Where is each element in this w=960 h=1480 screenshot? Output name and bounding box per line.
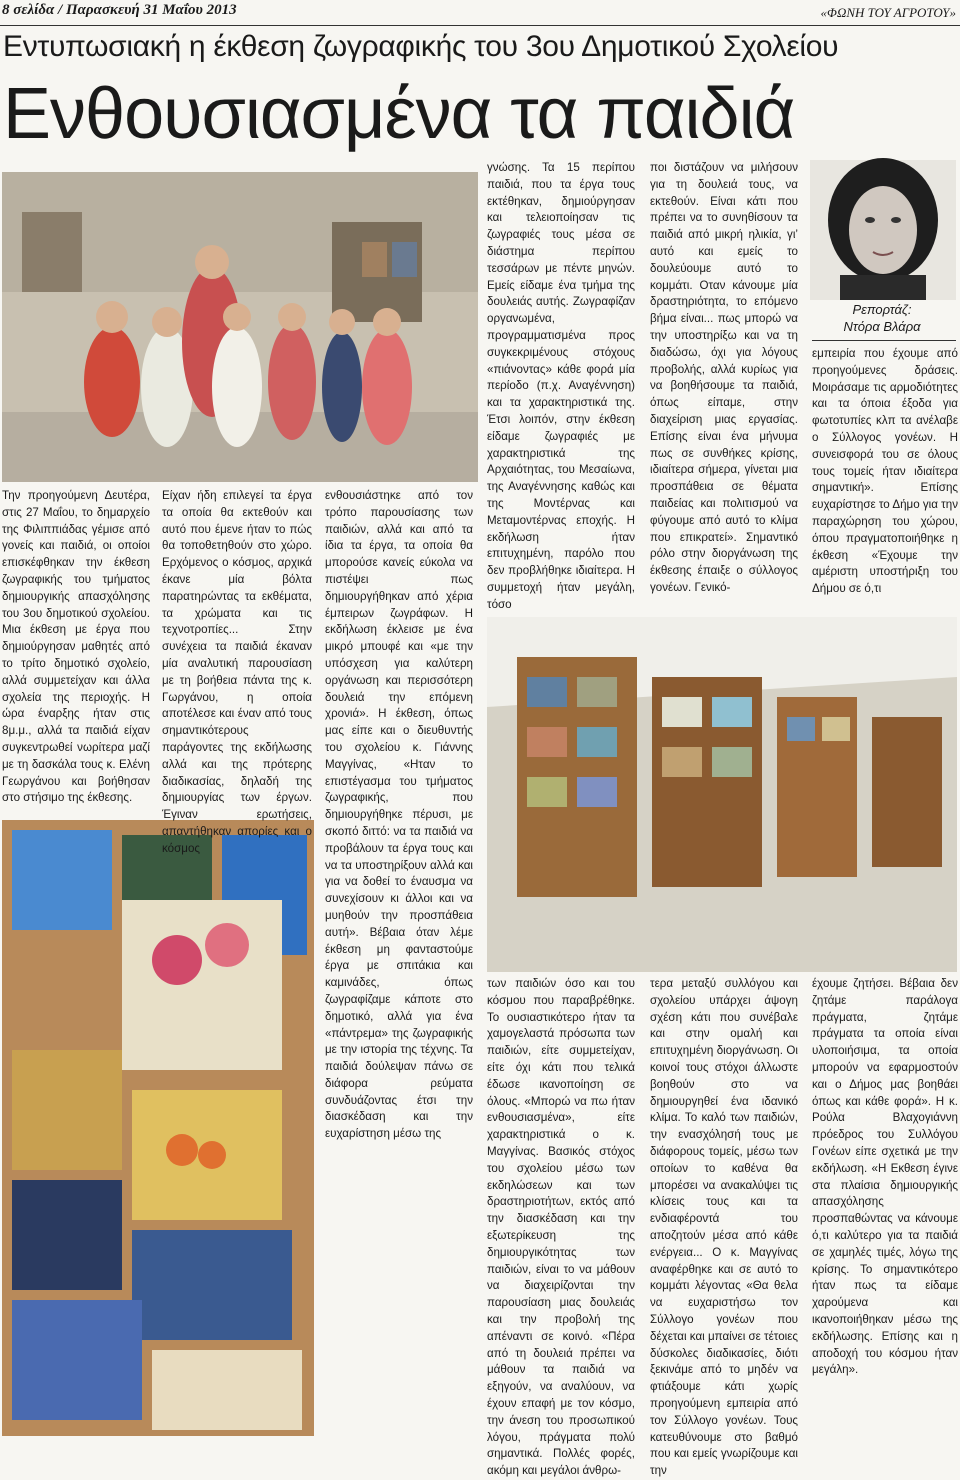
artwork-photo	[2, 820, 314, 1436]
article-column-6-bottom: έχουμε ζητήσει. Βέβαια δεν ζητάμε παράλογα πράγματα, ζητάμε πράγματα τα οποία είναι υλοποιήσιμα, τα οποία μπορούν να εφαρμοστούν και ο Δήμος μας βοηθάει όπως και κάθε φορά». Η κ. Ρούλα Βλαχογιάννη πρόεδρος του Συλλόγου Γονέων είπε σχετικά με την εκδήλωση. «Η Εκθεση έγινε στα πλαίσια δημιουργικής απασχόλησης προσπαθώντας να κάνουμε ό,τι καλύτερο για τα παιδιά σε χαμηλές τιμές, λόγω της κρίσης. Το σημαντικότερο ήταν πως τα είδαμε χαρούμενα και ικανοποιήθηκαν μέσω της εκδήλωσης. Επίσης και η αποδοχή του κόσμου ήταν μεγάλη».	[812, 977, 958, 1377]
article-column-4-top: γνώσης. Τα 15 περίπου παιδιά, που τα έργα τους εκτέθηκαν, δημιούργησαν και τελειοποίησαν τις ζωγραφιές τους μέσα σε διάστημα περίπου τεσσάρων με πέντε μηνών. Εμείς είδαμε ένα τμήμα της δουλειάς αυτής. Ζωγραφίζαν οργανωμένα, προγραμματισμένα προς συγκεκριμένους στόχους «πιάνοντας» κάθε φορά μία περίοδο (π.χ. Αναγέννηση) και τα χαρακτηριστικά της. Έτσι λοιπόν, στην έκθεση είδαμε ζωγραφιές με χαρακτηριστικά της Αρχαιότητας, του Μεσαίωνα, της Αναγέννησης καθώς και της Μοντέρνας και Μεταμοντέρνας εποχής. Η εκδήλωση ήταν επιτυχημένη, παρόλο που δεν προβλήθηκε ιδιαίτερα. Η συμμετοχή ήταν μεγάλη, τόσο	[487, 161, 635, 611]
article-column-5-bottom: τερα μεταξύ συλλόγου και σχολείου υπάρχει άψογη σχέση κάτι που συνέβαλε και στην ομαλή και επιτυχημένη διοργάνωση. Οι κοινοί τους στόχοι άλλωστε βοηθούν στο να δημιουργηθεί ένα ιδανικό κλίμα. Το καλό των παιδιών, την ενασχόλησή τους με διάφορους τομείς, μέσω των οποίων το καθένα θα μπορέσει να ανακαλύψει τις κλίσεις τους και τα ενδιαφέροντά του αποζητούν μέσα από κάθε ενέργεια... Ο κ. Μαγγίνας αναφέρθηκε και σε αυτό το κομμάτι λέγοντας «Θα θελα να ευχαριστήσω τον Σύλλογο γονέων που δέχεται και μπαίνει σε τέτοιες δύσκολες διαδικασίες, διότι ξεκινάμε από το μηδέν να φτιάξουμε κάτι χωρίς προηγούμενη εμπειρία από τον Σύλλογο γονέων. Τους κατευθύνουμε στο βαθμό που και εμείς γνωρίζουμε και την	[650, 977, 798, 1478]
article-subtitle: Εντυπωσιακή η έκθεση ζωγραφικής του 3ου Δημοτικού Σχολείου	[3, 30, 839, 63]
exhibition-photo	[487, 617, 957, 972]
article-column-3: ενθουσιάστηκε από τον τρόπο παρουσίασης των παιδιών, αλλά και από τα ίδια τα έργα, τα οποία θα μπορούσε κανείς εύκολα να πιστέψει πως δημιουργήθηκαν από χέρια έμπειρων ζωγράφων. Η εκδήλωση έκλεισε με ένα μικρό μπουφέ και «με την υπόσχεση για καλύτερη οργάνωση και περισσότερη δουλειά την επόμενη χρονιά». Η έκθεση, όπως μας είπε και ο διευθυντής του σχολείου κ. Γιάννης Μαγγίνας, «Ηταν το επιστέγασμα του τμήματος ζωγραφικής, που δημιουργήθηκε πέρυσι, με σκοπό διττό: να τα παιδιά να προβάλουν τα έργα τους και να τα υποστηρίξουν αλλά και για να δοθεί το έναυσμα να συνεχίσουν κι άλλοι και να μυηθούν την προσπάθεια αυτή». Βέβαια όταν λέμε έκθεση μη φανταστούμε έργα με σπιτάκια και καμινάδες, όπως ζωγραφίζαμε κάποτε στο δημοτικό, αλλά για ένα «πάντρεμα» της ζωγραφικής με την ιστορία της τέχνης. Τα παιδιά δούλεψαν πάνω σε διάφορα ρεύματα συνδυάζοντας έτσι την διασκέδαση και την ευχαρίστηση μέσω της	[325, 489, 473, 1141]
header-rule	[0, 25, 960, 26]
article-column-5-top: ποι διστάζουν να μιλήσουν για τη δουλειά τους, να εκτεθούν. Είναι κάτι που πρέπει να το συνηθίσουν τα παιδιά από μικρή ηλικία, γι’ αυτό και εμείς το δουλεύουμε αυτό το κομμάτι. Οταν κάνουμε μία δραστηριότητα, το επόμενο βήμα είναι... πως μπορώ να την υποστηρίξω και να τη διαδώσω, όχι για λόγους προβολής, αλλά κυρίως για να βοηθήσουμε τα παιδιά, όπως είπαμε, στην διαχείριση μιας εργασίας. Επίσης είναι ένα μήνυμα πως σε συνθήκες κρίσης, ιδιαίτερα σήμερα, γίνεται μια προσπάθεια σε θέματα παιδείας και πολιτισμού να φύγουμε από αυτό το κλίμα που επικρατεί». Σημαντικό ρόλο στην διοργάνωση της έκθεσης έπαιξε ο σύλλογος γονέων. Γενικό-	[650, 161, 798, 594]
byline	[812, 301, 952, 335]
byline-rule	[812, 340, 956, 341]
newspaper-name: «ΦΩΝΗ ΤΟΥ ΑΓΡΟΤΟΥ»	[820, 5, 956, 20]
group-photo	[2, 172, 478, 482]
byline-name: Ντόρα Βλάρα	[843, 319, 921, 334]
reporter-portrait	[810, 160, 956, 300]
article-column-4-bottom: των παιδιών όσο και του κόσμου που παραβρέθηκε. Το ουσιαστικότερο ήταν τα χαμογελαστά πρόσωπα των παιδιών, είτε συμμετείχαν, είτε όχι κάτι που τελικά έδωσε ικανοποίηση σε όλους. «Μπορώ να πω ήταν ενθουσιασμένα», είτε χαρακτηριστικά ο κ. Μαγγίνας. Βασικός στόχος του σχολείου μέσω των εκδηλώσεων και των δραστηριοτήτων, εκτός από την διασκέδαση και την εξωτερίκευση της δημιουργικότητας των παιδιών, είναι το να μάθουν να διαχειρίζονται την παρουσίαση μιας δουλειάς και την προβολή της απέναντι σε κοινό. «Πέρα από τη δουλειά πρέπει να μάθουν τα παιδιά να εξηγούν, να αναλύουν, να έχουν επαφή με τον κόσμο, την άνεση του προσωπικού λόγου, πράγματα πολύ σημαντικά. Πολλές φορές, ακόμη και μεγάλοι άνθρω-	[487, 977, 635, 1478]
article-column-2: Είχαν ήδη επιλεγεί τα έργα τα οποία θα εκτεθούν και αυτό που έμενε ήταν το πώς θα τοποθετηθούν στο χώρο. Ερχόμενος ο κόσμος, αρχικά έκανε μία βόλτα παρατηρώντας τα εκθέματα, τα χρώματα και τις τεχνοτροπίες... Στην συνέχεια τα παιδιά έκαναν μία αναλυτική παρουσίαση με τη βοήθεια πάντα της κ. Γωργάνου, η οποία αποτέλεσε και έναν από τους σημαντικότερους παράγοντες της εκδήλωσης αλλά και της πρότερης διαδικασίας, δηλαδή της δημιουργίας των έργων. Έγιναν ερωτήσεις, απαντήθηκαν απορίες και ο κόσμος	[162, 489, 312, 855]
article-column-1: Την προηγούμενη Δευτέρα, στις 27 Μαΐου, το δημαρχείο της Φιλιππιάδας γέμισε από γονείς και παιδιά, οι οποίοι επισκέφθηκαν την έκθεση ζωγραφικής του τμήματος δημιουργικής απασχόλησης του 3ου δημοτικού σχολείου. Μια έκθεση με έργα που δημιούργησαν μαθητές από το τρίτο δημοτικό σχολείο, αλλά συμμετείχαν και άλλα σχολεία της περιοχής. Η ώρα έναρξης ήταν στις 8μ.μ., αλλά τα παιδιά είχαν συγκεντρωθεί νωρίτερα μαζί με τη δασκάλα τους κ. Ελένη Γεωργάνου και βοήθησαν στο στήσιμο της έκθεσης.	[2, 489, 150, 805]
article-title: Ενθουσιασμένα τα παιδιά	[3, 74, 795, 154]
page-date: 8 σελίδα / Παρασκευή 31 Μαΐου 2013	[2, 2, 237, 18]
byline-label: Ρεπορτάζ:	[852, 302, 912, 317]
article-column-6-top: εμπειρία που έχουμε από προηγούμενες δράσεις. Μοιράσαμε τις αρμοδιότητες και τα όποια έξοδα για φωτοτυπίες κλπ τα ανέλαβε ο Σύλλογος γονέων. Η συνεισφορά του σε όλους τους τομείς ήταν ιδιαίτερα σημαντική». Επίσης ευχαρίστησε το Δήμο για την παραχώρηση του χώρου, όπου πραγματοποιήθηκε η έκθεση «Έχουμε την αμέριστη υποστήριξη του Δήμου σε ό,τι	[812, 347, 958, 596]
